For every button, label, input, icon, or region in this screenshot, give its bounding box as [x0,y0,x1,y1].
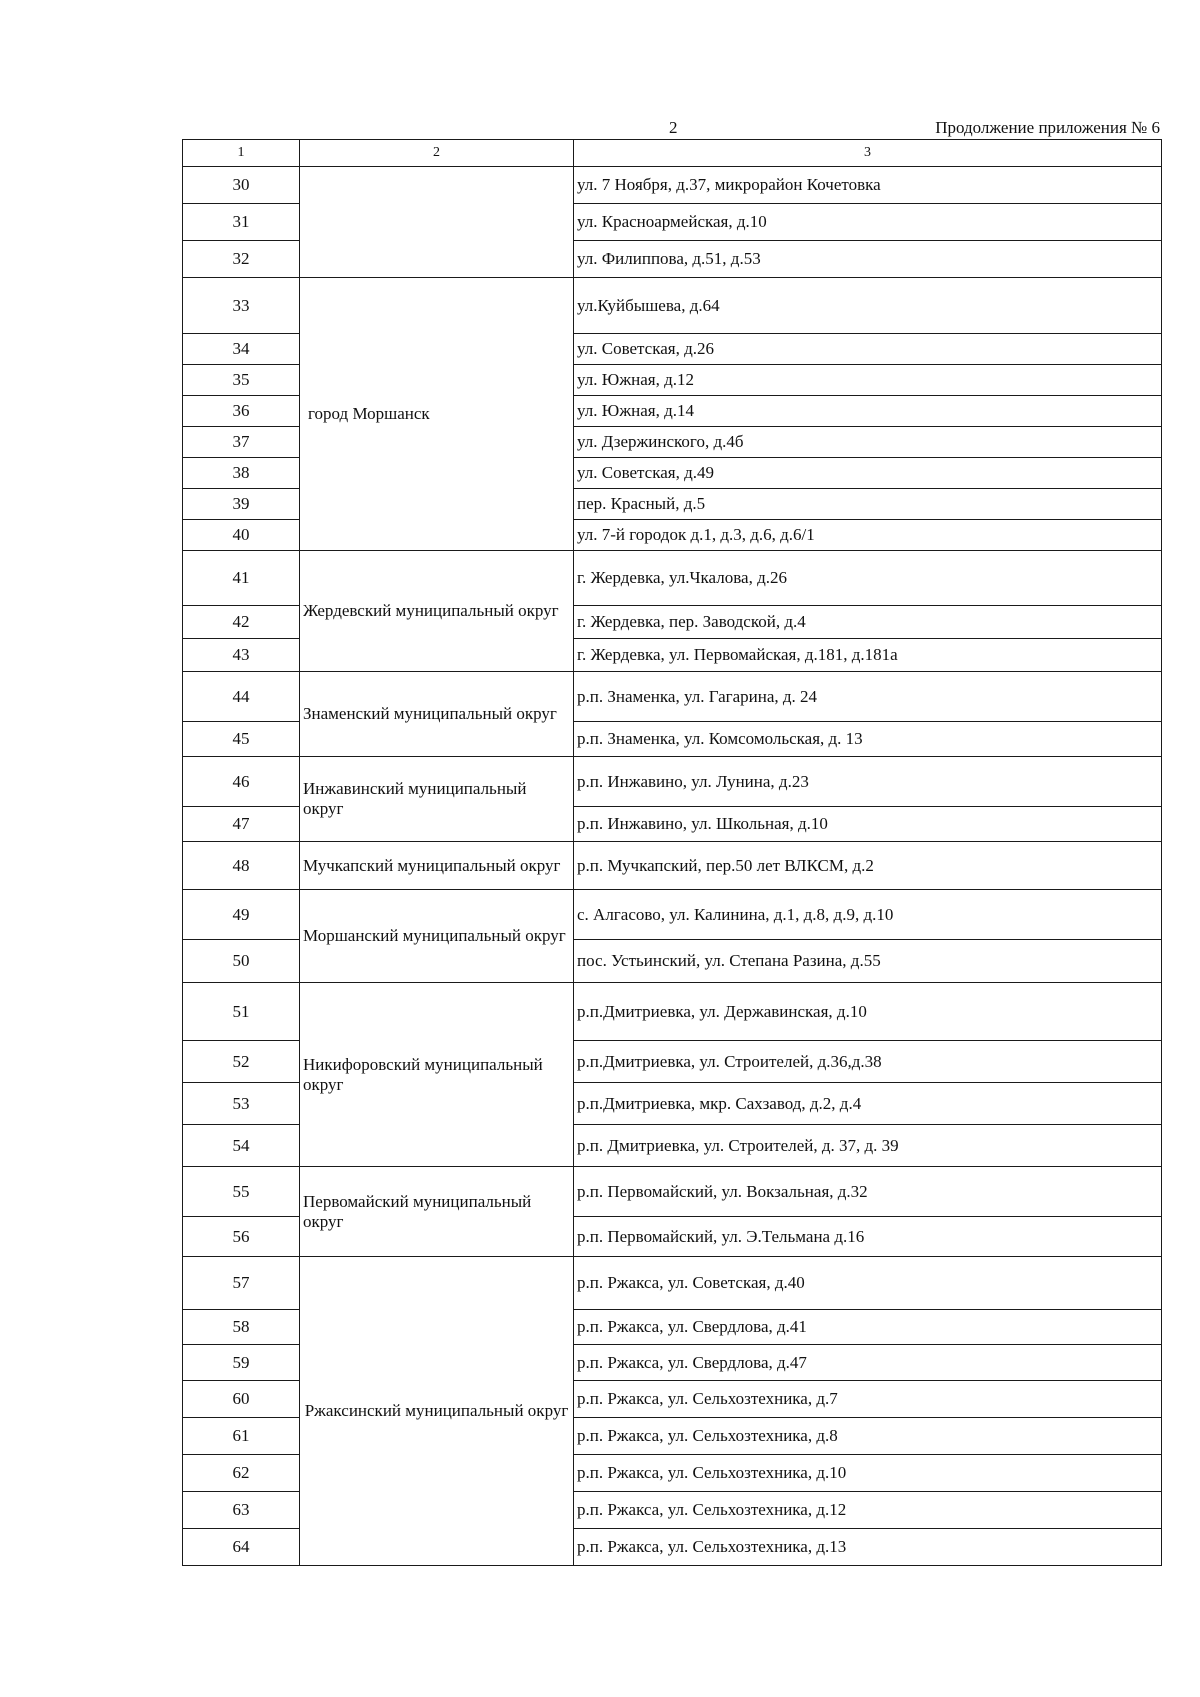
address-cell: ул. Советская, д.26 [574,334,1162,365]
column-header-1: 1 [183,140,300,167]
table-row [183,278,1162,334]
row-number: 36 [183,396,300,427]
address-cell: р.п. Ржакса, ул. Сельхозтехника, д.12 [574,1492,1162,1529]
row-number: 64 [183,1529,300,1566]
address-cell: р.п. Первомайский, ул. Э.Тельмана д.16 [574,1217,1162,1257]
address-cell: пер. Красный, д.5 [574,489,1162,520]
addresses-table [182,139,1162,1566]
table-row [183,551,1162,606]
row-number: 59 [183,1345,300,1381]
district-muchkapsky: Мучкапский муниципальный округ [300,842,574,890]
district-cell-empty [300,204,574,241]
column-header-2: 2 [300,140,574,167]
address-cell: р.п. Мучкапский, пер.50 лет ВЛКСМ, д.2 [574,842,1162,890]
address-cell: р.п.Дмитриевка, мкр. Сахзавод, д.2, д.4 [574,1083,1162,1125]
address-cell: г. Жердевка, ул.Чкалова, д.26 [574,551,1162,606]
district-morshansk-city: город Моршанск [300,278,574,551]
row-number: 62 [183,1455,300,1492]
address-cell: р.п. Знаменка, ул. Гагарина, д. 24 [574,672,1162,722]
row-number: 37 [183,427,300,458]
address-cell: ул.Куйбышева, д.64 [574,278,1162,334]
row-number: 33 [183,278,300,334]
address-cell: р.п.Дмитриевка, ул. Строителей, д.36,д.38 [574,1041,1162,1083]
row-number: 63 [183,1492,300,1529]
district-rzhaksinsky: Ржаксинский муниципальный округ [300,1257,574,1566]
address-cell: пос. Устьинский, ул. Степана Разина, д.55 [574,940,1162,983]
row-number: 49 [183,890,300,940]
address-cell: ул. Южная, д.14 [574,396,1162,427]
address-cell: ул. Красноармейская, д.10 [574,204,1162,241]
row-number: 52 [183,1041,300,1083]
address-cell: р.п. Ржакса, ул. Сельхозтехника, д.7 [574,1381,1162,1418]
district-inzhavinsky: Инжавинский муниципальный округ [300,757,574,842]
row-number: 60 [183,1381,300,1418]
address-cell: р.п. Инжавино, ул. Лунина, д.23 [574,757,1162,807]
row-number: 31 [183,204,300,241]
table-row [183,983,1162,1041]
district-zherdevsky: Жердевский муниципальный округ [300,551,574,672]
address-cell: с. Алгасово, ул. Калинина, д.1, д.8, д.9, д.10 [574,890,1162,940]
address-cell: р.п.Дмитриевка, ул. Державинская, д.10 [574,983,1162,1041]
row-number: 30 [183,167,300,204]
address-cell: г. Жердевка, пер. Заводской, д.4 [574,606,1162,639]
row-number: 57 [183,1257,300,1310]
column-number-row [183,140,1162,167]
row-number: 50 [183,940,300,983]
address-cell: р.п. Ржакса, ул. Сельхозтехника, д.13 [574,1529,1162,1566]
address-cell: р.п. Ржакса, ул. Сельхозтехника, д.10 [574,1455,1162,1492]
address-cell: ул. 7 Ноября, д.37, микрорайон Кочетовка [574,167,1162,204]
address-cell: ул. Южная, д.12 [574,365,1162,396]
address-cell: р.п. Ржакса, ул. Советская, д.40 [574,1257,1162,1310]
address-cell: ул. Советская, д.49 [574,458,1162,489]
table-row [183,241,1162,278]
address-cell: р.п. Инжавино, ул. Школьная, д.10 [574,807,1162,842]
row-number: 54 [183,1125,300,1167]
address-cell: р.п. Ржакса, ул. Свердлова, д.47 [574,1345,1162,1381]
table-row [183,1167,1162,1217]
row-number: 46 [183,757,300,807]
row-number: 58 [183,1310,300,1345]
district-pervomaysky: Первомайский муниципальный округ [300,1167,574,1257]
address-cell: г. Жердевка, ул. Первомайская, д.181, д.181а [574,639,1162,672]
row-number: 45 [183,722,300,757]
address-cell: р.п. Дмитриевка, ул. Строителей, д. 37, д. 39 [574,1125,1162,1167]
row-number: 61 [183,1418,300,1455]
row-number: 38 [183,458,300,489]
address-cell: р.п. Знаменка, ул. Комсомольская, д. 13 [574,722,1162,757]
row-number: 41 [183,551,300,606]
row-number: 42 [183,606,300,639]
row-number: 40 [183,520,300,551]
row-number: 35 [183,365,300,396]
row-number: 44 [183,672,300,722]
row-number: 55 [183,1167,300,1217]
address-cell: ул. 7-й городок д.1, д.3, д.6, д.6/1 [574,520,1162,551]
table-row [183,167,1162,204]
district-morshansky: Моршанский муниципальный округ [300,890,574,983]
row-number: 34 [183,334,300,365]
column-header-3: 3 [574,140,1162,167]
table-row [183,1257,1162,1310]
row-number: 56 [183,1217,300,1257]
address-cell: р.п. Ржакса, ул. Сельхозтехника, д.8 [574,1418,1162,1455]
table-row [183,842,1162,890]
address-cell: р.п. Ржакса, ул. Свердлова, д.41 [574,1310,1162,1345]
page-number: 2 [669,118,678,137]
row-number: 51 [183,983,300,1041]
table-row [183,672,1162,722]
table-row [183,757,1162,807]
district-cell-empty [300,241,574,278]
address-cell: ул. Дзержинского, д.4б [574,427,1162,458]
row-number: 39 [183,489,300,520]
row-number: 53 [183,1083,300,1125]
row-number: 47 [183,807,300,842]
address-cell: р.п. Первомайский, ул. Вокзальная, д.32 [574,1167,1162,1217]
table-row [183,204,1162,241]
address-cell: ул. Филиппова, д.51, д.53 [574,241,1162,278]
row-number: 48 [183,842,300,890]
table-row [183,890,1162,940]
appendix-continuation-label: Продолжение приложения № 6 [935,118,1160,137]
district-nikiforovsky: Никифоровский муниципальный округ [300,983,574,1167]
district-znamensky: Знаменский муниципальный округ [300,672,574,757]
row-number: 43 [183,639,300,672]
row-number: 32 [183,241,300,278]
district-cell-empty [300,167,574,204]
